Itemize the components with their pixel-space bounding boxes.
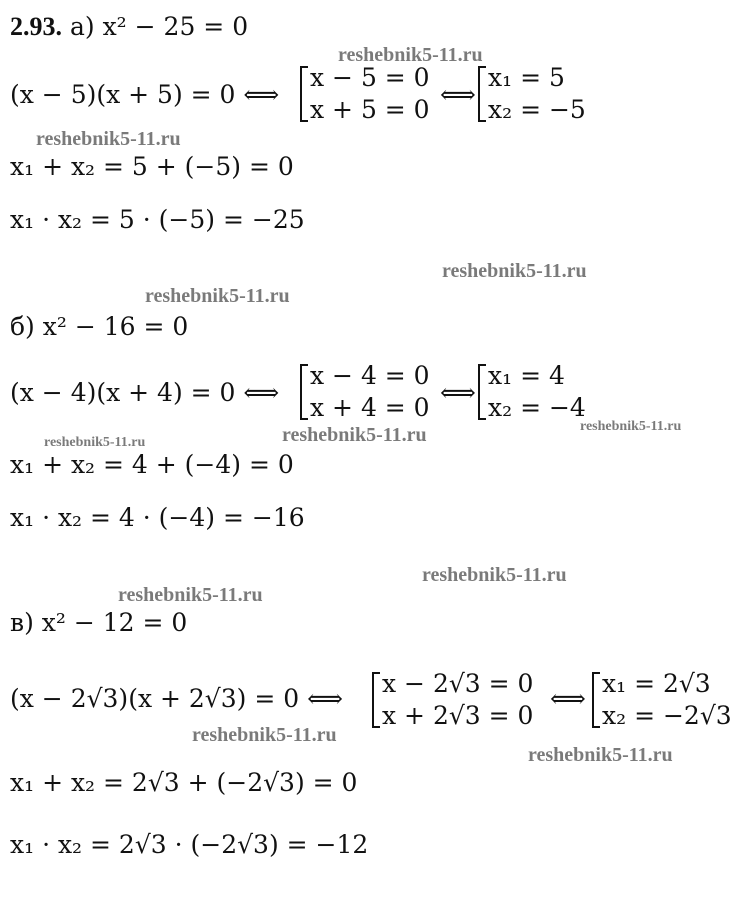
part-c-system1-row2: x + 2√3 = 0 xyxy=(382,701,534,730)
part-b-product: x₁ · x₂ = 4 · (−4) = −16 xyxy=(10,503,305,532)
watermark: reshebnik5-11.ru xyxy=(442,260,587,282)
part-a-sum: x₁ + x₂ = 5 + (−5) = 0 xyxy=(10,152,294,181)
watermark: reshebnik5-11.ru xyxy=(192,724,337,746)
part-c-system2 xyxy=(592,668,732,732)
part-a-heading xyxy=(10,12,248,42)
part-b-system2-row1: x₁ = 4 xyxy=(488,361,565,390)
part-a-product: x₁ · x₂ = 5 · (−5) = −25 xyxy=(10,205,305,234)
watermark: reshebnik5-11.ru xyxy=(36,128,181,150)
part-a-system1 xyxy=(300,62,430,126)
part-a-system2-row1: x₁ = 5 xyxy=(488,63,565,92)
problem-number: 2.93. xyxy=(10,12,62,41)
part-c-sum: x₁ + x₂ = 2√3 + (−2√3) = 0 xyxy=(10,768,358,797)
part-b-system1 xyxy=(300,360,430,424)
part-c-product: x₁ · x₂ = 2√3 · (−2√3) = −12 xyxy=(10,830,369,859)
part-b-heading xyxy=(10,312,188,342)
part-a-system1-row1: x − 5 = 0 xyxy=(310,63,430,92)
part-c-label: в) xyxy=(10,608,34,637)
part-a-label: а) xyxy=(69,12,95,41)
part-b-arrow: ⟺ xyxy=(440,378,476,407)
watermark: reshebnik5-11.ru xyxy=(118,584,263,606)
watermark: reshebnik5-11.ru xyxy=(528,744,673,766)
watermark: reshebnik5-11.ru xyxy=(44,435,146,450)
part-c-system2-row1: x₁ = 2√3 xyxy=(602,669,711,698)
part-c-arrow: ⟺ xyxy=(550,684,586,713)
watermark: reshebnik5-11.ru xyxy=(282,424,427,446)
part-a-arrow: ⟺ xyxy=(440,80,476,109)
part-b-system2 xyxy=(478,360,586,424)
watermark: reshebnik5-11.ru xyxy=(580,419,682,434)
part-b-sum: x₁ + x₂ = 4 + (−4) = 0 xyxy=(10,450,294,479)
part-c-system2-row2: x₂ = −2√3 xyxy=(602,701,732,730)
part-b-system2-row2: x₂ = −4 xyxy=(488,393,586,422)
part-b-equation: x² − 16 = 0 xyxy=(42,312,189,341)
part-b-factored: (x − 4)(x + 4) = 0 ⟺ xyxy=(10,378,280,407)
part-c-equation: x² − 12 = 0 xyxy=(41,608,188,637)
part-c-heading xyxy=(10,608,187,638)
part-c-system1 xyxy=(372,668,533,732)
part-a-system1-row2: x + 5 = 0 xyxy=(310,95,430,124)
part-b-system1-row1: x − 4 = 0 xyxy=(310,361,430,390)
watermark: reshebnik5-11.ru xyxy=(145,285,290,307)
part-a-equation: x² − 25 = 0 xyxy=(102,12,249,41)
part-b-label: б) xyxy=(10,312,35,341)
watermark: reshebnik5-11.ru xyxy=(338,44,483,66)
part-a-system2-row2: x₂ = −5 xyxy=(488,95,586,124)
watermark: reshebnik5-11.ru xyxy=(422,564,567,586)
part-b-system1-row2: x + 4 = 0 xyxy=(310,393,430,422)
part-a-system2 xyxy=(478,62,586,126)
part-a-factored: (x − 5)(x + 5) = 0 ⟺ xyxy=(10,80,280,109)
part-c-system1-row1: x − 2√3 = 0 xyxy=(382,669,534,698)
part-c-factored: (x − 2√3)(x + 2√3) = 0 ⟺ xyxy=(10,684,343,713)
